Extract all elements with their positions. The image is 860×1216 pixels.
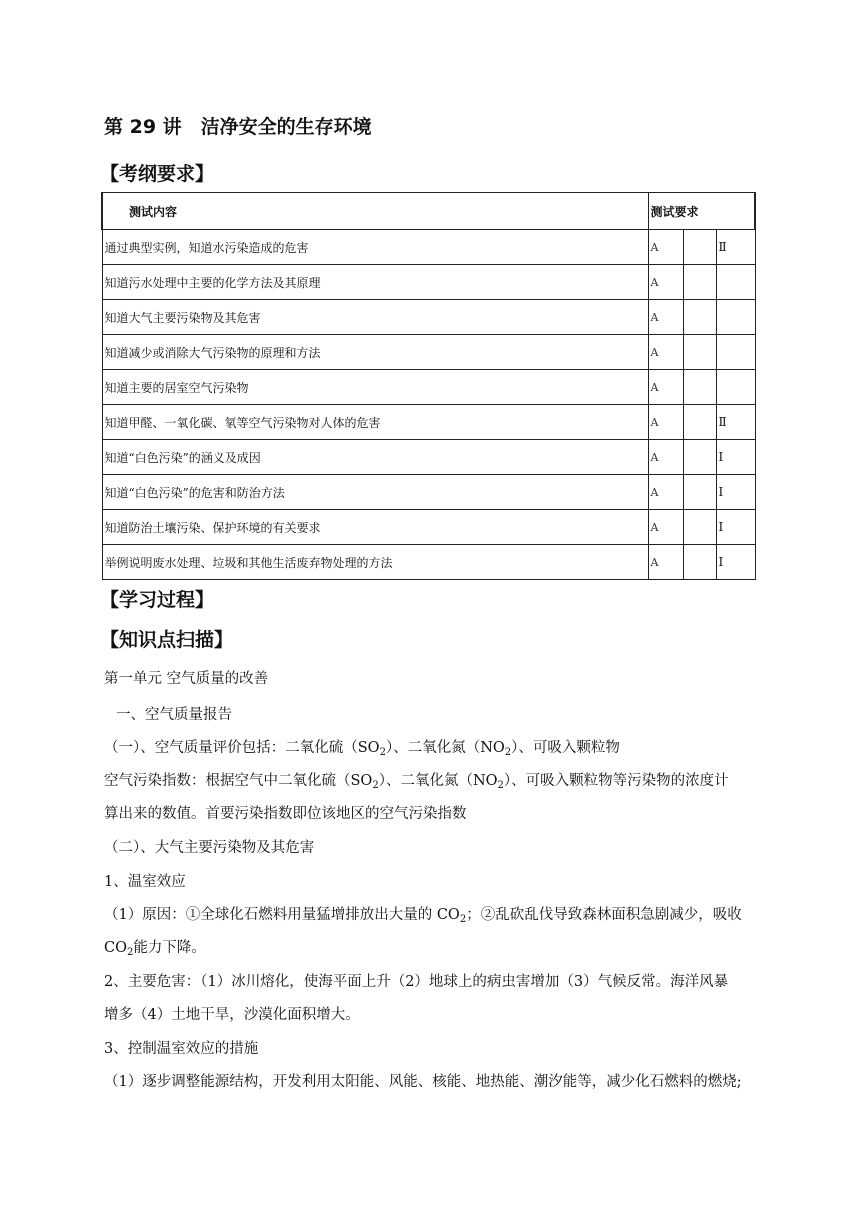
paragraph [104, 905, 742, 930]
requirements-table [101, 192, 756, 580]
row-extra [683, 440, 716, 475]
paragraph: 增多（4）土地干旱，沙漠化面积增大。 [104, 1007, 360, 1023]
table-row [102, 370, 755, 405]
paragraph: 2、主要危害：（1）冰川熔化，使海平面上升（2）地球上的病虫害增加（3）气候反常。海洋风暴 [104, 974, 729, 990]
text-run: CO [104, 940, 127, 956]
section-heading-requirements: 【考纲要求】 [100, 163, 215, 185]
section-heading-process: 【学习过程】 [100, 589, 215, 611]
subscript: 2 [497, 780, 504, 791]
row-grade: Ⅰ [716, 440, 755, 475]
row-grade: Ⅰ [716, 545, 755, 580]
row-grade [716, 265, 755, 300]
row-extra [683, 405, 716, 440]
paragraph [104, 738, 620, 763]
subscript: 2 [504, 747, 512, 758]
row-content: 通过典型实例，知道水污染造成的危害 [102, 230, 648, 265]
header-content: 测试内容 [102, 193, 648, 230]
text-run: （1）原因：①全球化石燃料用量猛增排放出大量的 CO [104, 907, 460, 923]
row-content: 知道大气主要污染物及其危害 [102, 300, 648, 335]
subsection-heading: 1、温室效应 [104, 874, 186, 890]
row-level: A [648, 370, 683, 405]
text-run: ）、可吸入颗粒物 [511, 740, 620, 756]
row-content: 知道减少或消除大气污染物的原理和方法 [102, 335, 648, 370]
row-content: 知道防治土壤污染、保护环境的有关要求 [102, 510, 648, 545]
unit-heading: 第一单元 空气质量的改善 [104, 671, 269, 687]
row-extra [683, 300, 716, 335]
row-extra [683, 545, 716, 580]
row-level: A [648, 545, 683, 580]
paragraph [104, 938, 206, 963]
row-level: A [648, 405, 683, 440]
paragraph: 算出来的数值。首要污染指数即位该地区的空气污染指数 [104, 806, 467, 822]
row-extra [683, 230, 716, 265]
subsection-heading: 一、空气质量报告 [116, 707, 232, 723]
row-content: 知道“白色污染”的涵义及成因 [102, 440, 648, 475]
text-run: 能力下降。 [133, 940, 206, 956]
row-extra [683, 475, 716, 510]
row-level: A [648, 440, 683, 475]
row-level: A [648, 230, 683, 265]
row-content: 知道“白色污染”的危害和防治方法 [102, 475, 648, 510]
table-row [102, 440, 755, 475]
row-level: A [648, 510, 683, 545]
subscript: 2 [379, 747, 386, 758]
row-level: A [648, 475, 683, 510]
row-grade [716, 300, 755, 335]
row-content: 举例说明废水处理、垃圾和其他生活废弃物处理的方法 [102, 545, 648, 580]
row-extra [683, 370, 716, 405]
lecture-title: 第 29 讲 洁净安全的生存环境 [104, 116, 372, 138]
table-row [102, 405, 755, 440]
table-row [102, 300, 755, 335]
text-run: ；②乱砍乱伐导致森林面积急剧减少，吸收 [466, 907, 742, 923]
row-extra [683, 510, 716, 545]
row-grade [716, 370, 755, 405]
row-content: 知道污水处理中主要的化学方法及其原理 [102, 265, 648, 300]
text-run: 空气污染指数：根据空气中二氧化硫（SO [104, 773, 373, 789]
text-run: （一）、空气质量评价包括：二氧化硫（SO [104, 740, 380, 756]
subsection-heading: 3、控制温室效应的措施 [104, 1041, 259, 1057]
subscript: 2 [372, 780, 379, 791]
row-content: 知道甲醛、一氧化碳、氡等空气污染物对人体的危害 [102, 405, 648, 440]
paragraph [104, 771, 729, 796]
subscript: 2 [126, 947, 134, 958]
table-header-row [102, 193, 755, 230]
section-heading-scan: 【知识点扫描】 [100, 629, 234, 651]
table-row [102, 230, 755, 265]
subscript: 2 [459, 914, 467, 925]
row-grade: Ⅱ [716, 405, 755, 440]
row-grade: Ⅰ [716, 475, 755, 510]
text-run: ）、可吸入颗粒物等污染物的浓度计 [503, 773, 729, 789]
row-grade: Ⅰ [716, 510, 755, 545]
row-grade: Ⅱ [716, 230, 755, 265]
row-extra [683, 335, 716, 370]
table-row [102, 335, 755, 370]
text-run: ）、二氧化氮（NO [385, 740, 505, 756]
row-grade [716, 335, 755, 370]
row-level: A [648, 265, 683, 300]
row-extra [683, 265, 716, 300]
table-row [102, 265, 755, 300]
row-content: 知道主要的居室空气污染物 [102, 370, 648, 405]
subsection-heading: （二）、大气主要污染物及其危害 [104, 840, 315, 856]
row-level: A [648, 335, 683, 370]
table-row [102, 545, 755, 580]
paragraph: （1）逐步调整能源结构，开发利用太阳能、风能、核能、地热能、潮汐能等，减少化石燃料的燃烧; [104, 1074, 742, 1090]
table-row [102, 475, 755, 510]
text-run: ）、二氧化氮（NO [378, 773, 498, 789]
table-row [102, 510, 755, 545]
header-requirement: 测试要求 [648, 193, 755, 230]
row-level: A [648, 300, 683, 335]
